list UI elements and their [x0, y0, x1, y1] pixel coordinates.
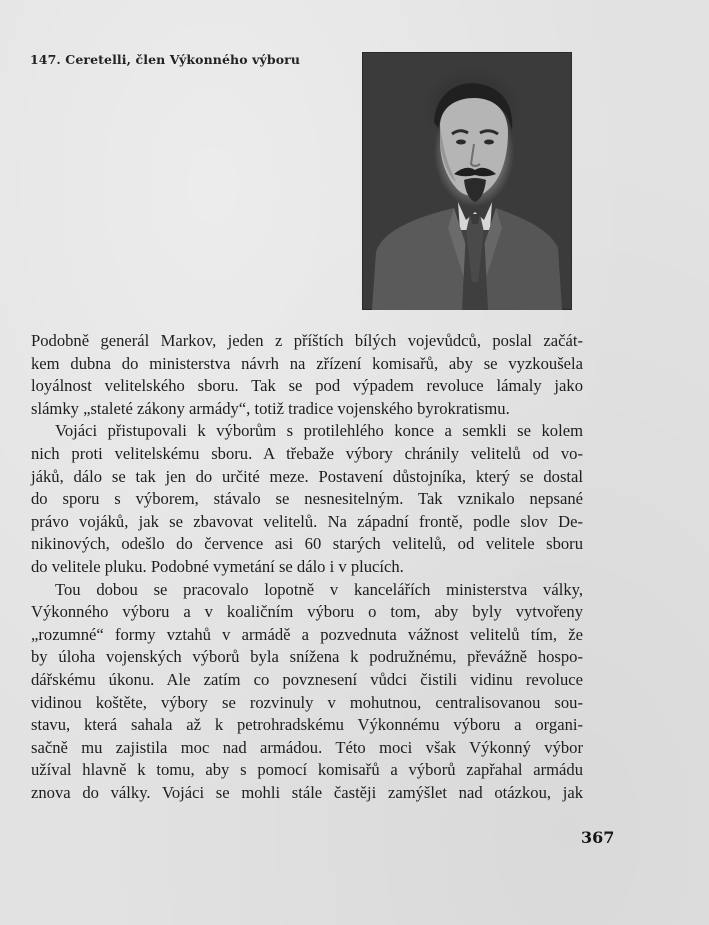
text-line: Podobně generál Markov, jeden z příštích bílých vojevůdců, poslal začát-	[31, 331, 583, 350]
text-line: Tou dobou se pracovalo lopotně v kancelářích ministerstva války,	[55, 579, 583, 599]
text-line: znova do války. Vojáci se mohli stále častěji zamýšlet nad otázkou, jak	[31, 782, 583, 802]
text-line: užíval hlavně k tomu, aby s pomocí komisařů a výborů zapřahal armádu	[31, 760, 583, 780]
text-line: právo vojáků, jak se zbavovat velitelů. Na západní frontě, podle slov De-	[31, 511, 583, 531]
text-line: by úloha vojenských výborů byla snížena k podružnému, převážně hospo-	[31, 647, 583, 667]
text-line: sačně mu zajistila moc nad armádou. Této moci však Výkonný výbor	[31, 737, 583, 757]
text-line: vidinou koštěte, výbory se rozvinuly v mohutnou, centralisovanou sou-	[31, 692, 583, 712]
portrait-photo	[362, 52, 572, 310]
text-line: kem dubna do ministerstva návrh na zřízení komisařů, aby se vyzkoušela	[31, 353, 583, 373]
portrait-illustration	[362, 52, 572, 310]
text-line: nich proti velitelskému sboru. A třebaže výbory chránily velitelů od vo-	[31, 443, 583, 463]
text-line: „rozumné“ formy vztahů v armádě a pozvednuta vážnost velitelů tím, že	[31, 624, 583, 644]
photo-caption: 147. Ceretelli, člen Výkonného výboru	[30, 52, 301, 67]
text-line: Vojáci přistupovali k výborům s protilehlého konce a semkli se kolem	[55, 421, 583, 441]
page-number: 367	[581, 828, 615, 847]
text-line: nikinových, odešlo do července asi 60 starých velitelů, od velitele sboru	[31, 534, 583, 554]
text-line: dářskému úkonu. Ale zatím co povznesení vůdci čistili vidinu revoluce	[31, 669, 583, 689]
text-line: jáků, dálo se tak jen do určité meze. Postavení důstojníka, který se dostal	[31, 466, 583, 486]
body-text	[31, 330, 583, 804]
text-line: slámky „staleté zákony armády“, totiž tradice vojenského byrokratismu.	[31, 398, 510, 418]
text-line: loyálnost velitelského sboru. Tak se pod výpadem revoluce lámaly jako	[31, 376, 583, 396]
text-line: stavu, která sahala až k petrohradskému Výkonnému výboru a organi-	[31, 715, 583, 735]
text-line: Výkonného výboru a v koaličním výboru o tom, aby byly vytvořeny	[31, 602, 583, 622]
text-line: do sporu s výborem, stávalo se nesnesitelným. Tak vznikalo nepsané	[31, 489, 583, 509]
text-line: do velitele pluku. Podobné vymetání se dálo i v plucích.	[31, 556, 404, 576]
